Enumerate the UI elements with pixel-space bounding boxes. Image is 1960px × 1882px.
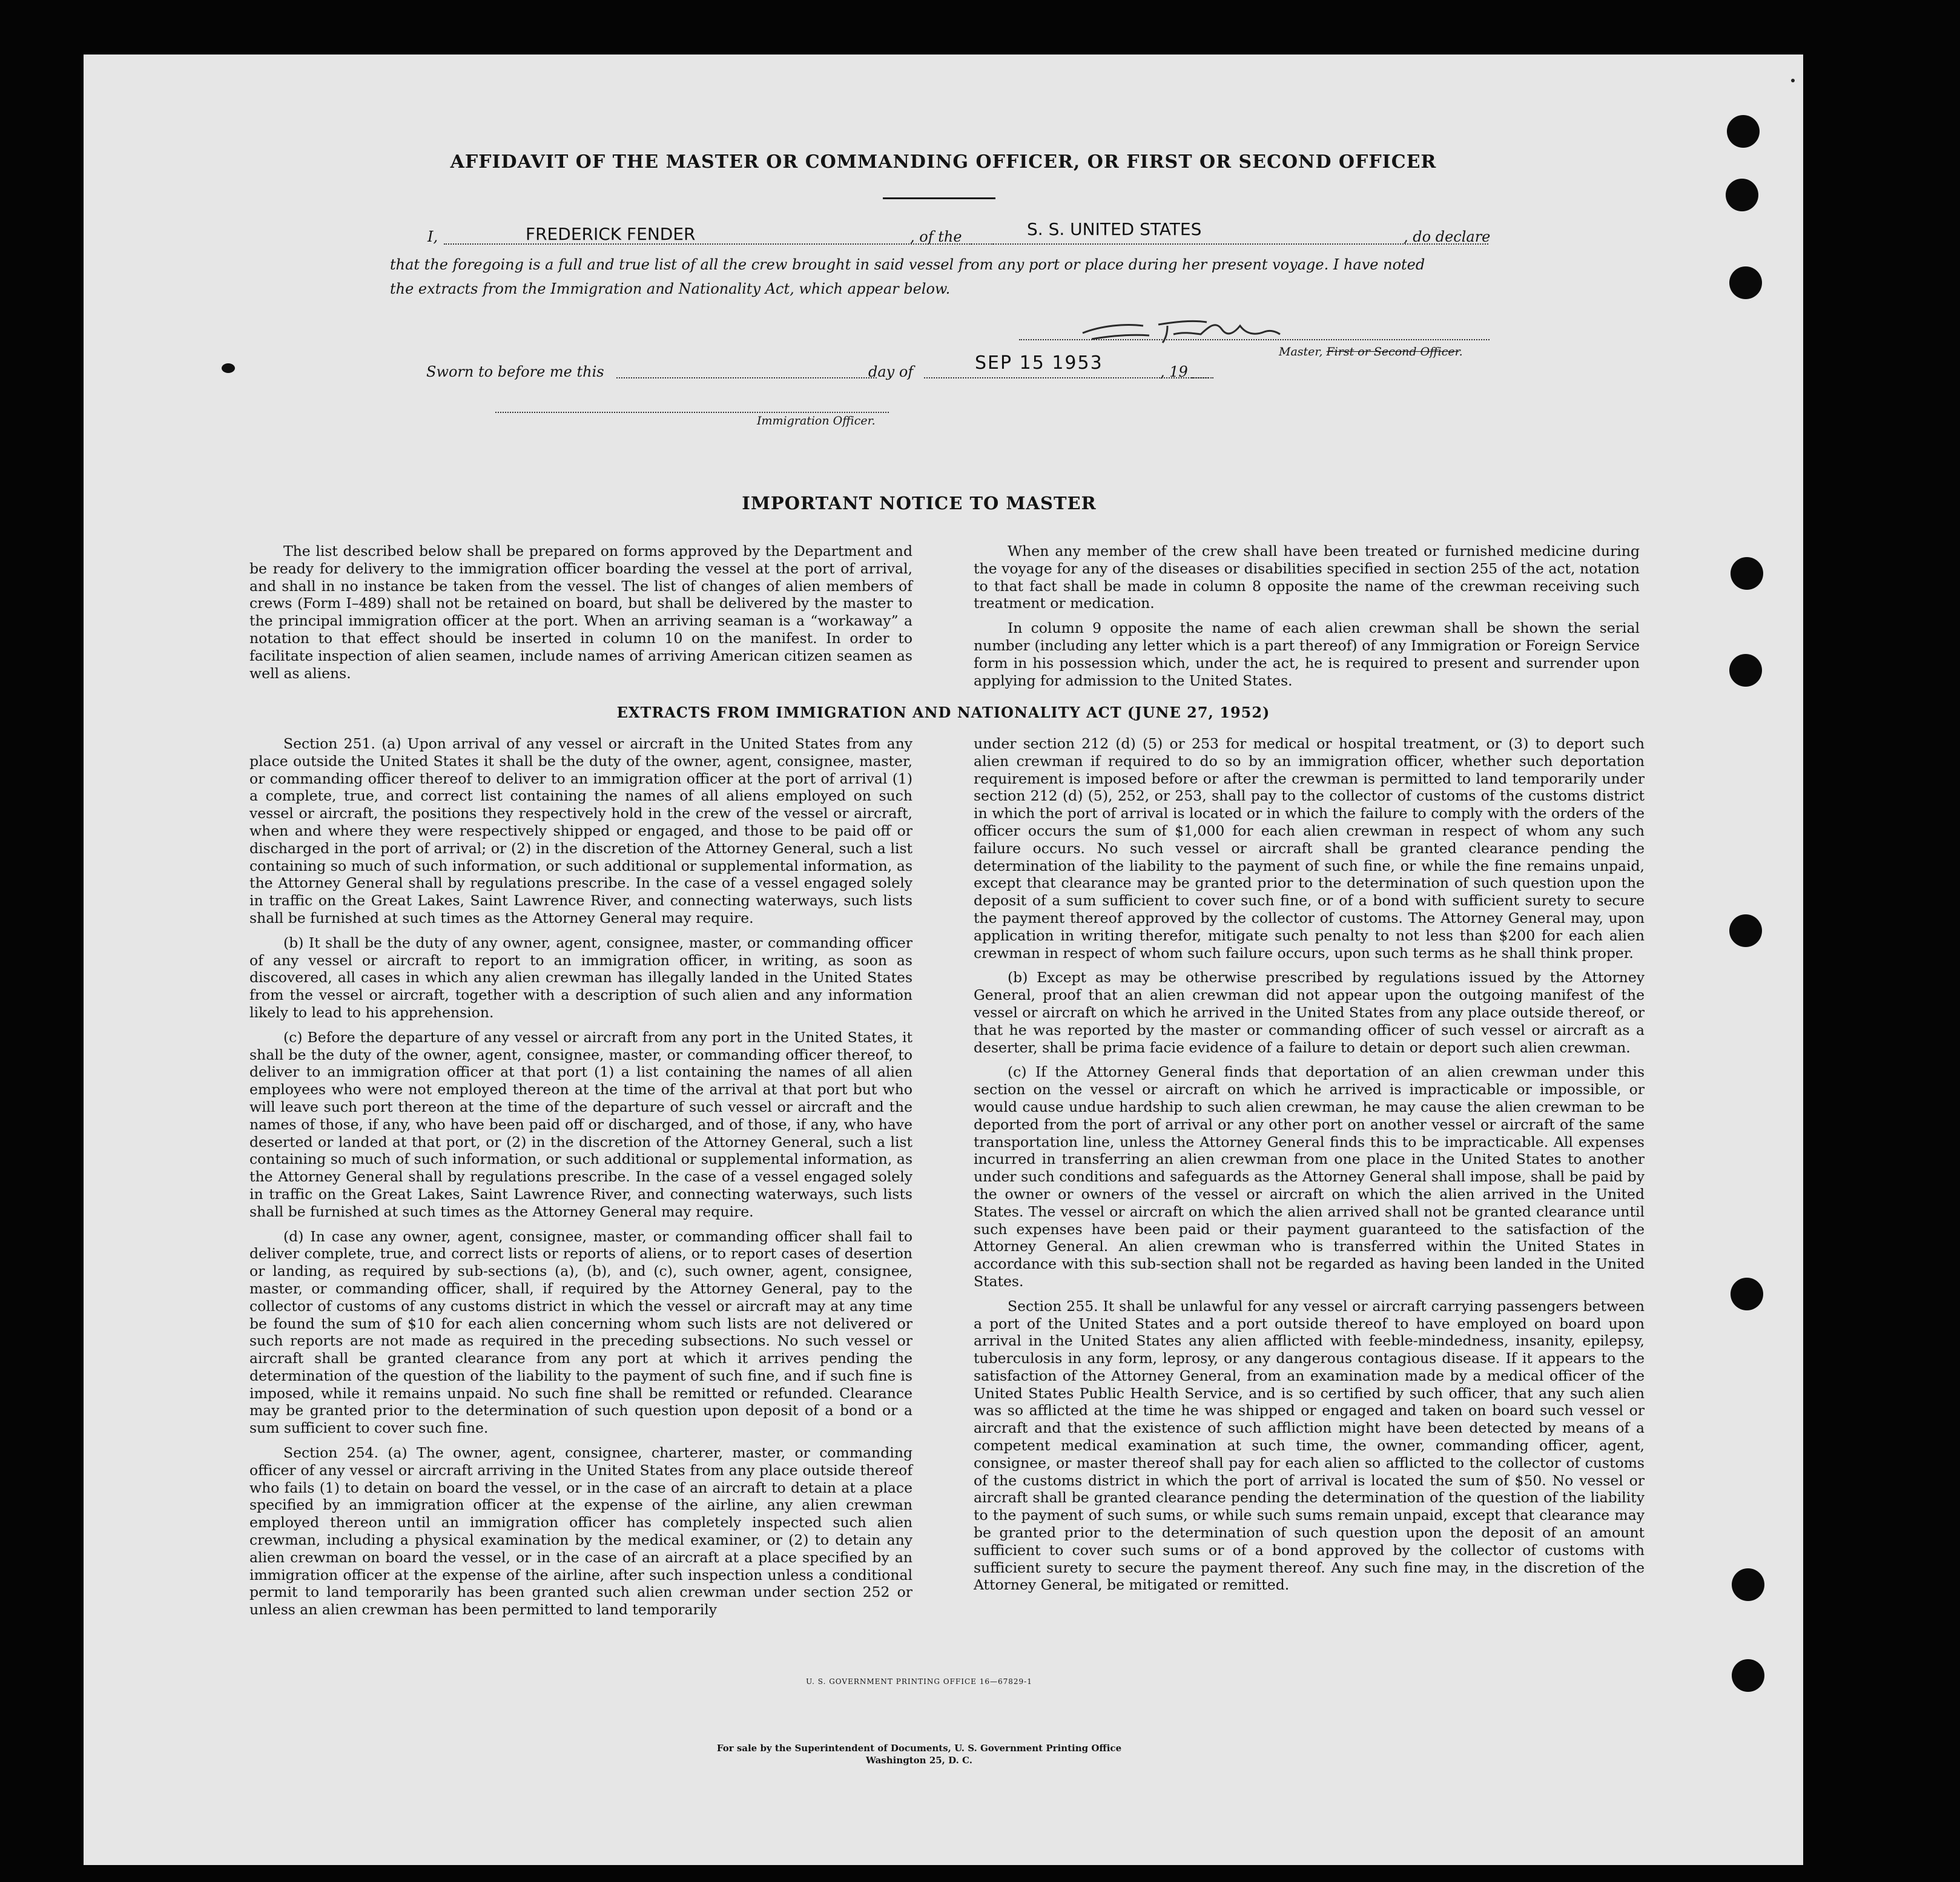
binder-hole [1729,266,1762,299]
binder-hole [1726,179,1758,211]
immigration-officer-caption: Immigration Officer. [757,414,876,428]
caption-master: Master, [1279,345,1323,358]
section-254-b: (b) Except as may be otherwise prescribed by regulations issued by the Attorney General, proof that an alien crewman did not appear upon the outgoing manifest of the vessel or aircraft on which he arrived in the United States from any place outside thereof, or that he was reported by the master or commanding officer of such vessel or aircraft as a deserter, shall be prima facie evidence of a failure to detain or deport such alien crewman. [974,969,1645,1056]
paper-speck [1791,79,1795,82]
document-page [84,54,1803,1865]
year-line [1192,377,1213,378]
extracts-right-column [974,735,1645,1601]
notice-left-column [249,543,912,689]
declarant-name: FREDERICK FENDER [526,224,696,244]
title-divider [883,197,995,199]
section-251-d: (d) In case any owner, agent, consignee, master, or commanding officer shall fail to deliver complete, true, and correct lists or reports of aliens, or to report cases of desertion or landing, as required by sub-sections (a), (b), and (c), such owner, agent, consignee, master, or commanding officer, shall, if required by the Attorney General, pay to the collector of customs of any customs district in which the vessel or aircraft may at any time be found the sum of $10 for each alien concerning whom such lists are not delivered or such reports are not made as required in the preceding subsections. No such vessel or aircraft shall be granted clearance from any port at which it arrives pending the determination of the question of the liability to the payment of such fine, and if such fine is imposed, while it remains unpaid. No such fine shall be remitted or refunded. Clearance may be granted prior to the determination of such question upon deposit of a bond or a sum sufficient to cover such fine. [249,1227,912,1437]
affidavit-title: AFFIDAVIT OF THE MASTER OR COMMANDING OFFICER, OR FIRST OR SECOND OFFICER [450,151,1437,173]
sworn-day-line [616,377,877,378]
notice-right-column [974,543,1640,696]
caption-struck-officer: First or Second Officer [1326,345,1459,358]
section-255: Section 255. It shall be unlawful for any vessel or aircraft carrying passengers between a port of the United States and a port outside thereof to have employed on board upon arrival in the United States any alien afflicted with feeble-mindedness, insanity, epilepsy, tuberculosis in any form, leprosy, or any dangerous contagious disease. If it appears to the satisfaction of the Attorney General, from an examination made by a medical officer of the United States Public Health Service, and is so certified by such officer, that any such alien was so afflicted at the time he was shipped or engaged and taken on board such vessel or aircraft and that the existence of such affliction might have been detected by means of a competent medical examination at such time, the owner, commanding officer, agent, consignee, or master thereof shall pay for each alien so afflicted to the collector of customs of the customs district in which the port of arrival is located the sum of $50. No vessel or aircraft shall be granted clearance pending the determination of the question of the liability to the payment of such sums, or while such sums remain unpaid, except that clearance may be granted prior to the determination of such question upon the deposit of an amount sufficient to cover such sums or of a bond approved by the collector of customs with sufficient surety to secure the payment thereof. Any such fine may, in the discretion of the Attorney General, be mitigated or remitted. [974,1297,1645,1594]
binder-hole [1731,557,1763,590]
binder-hole [1729,914,1762,947]
year-prefix: , 19 [1160,363,1188,380]
binder-hole [1732,1568,1764,1601]
section-251-a: Section 251. (a) Upon arrival of any vessel or aircraft in the United States from any place outside the United States it shall be the duty of the owner, agent, consignee, master, or commanding officer thereof to deliver to an immigration officer at the port of arrival (1) a complete, true, and correct list containing the names of all aliens employed on such vessel or aircraft, the positions they respectively hold in the crew of the vessel or aircraft, when and where they were respectively shipped or engaged, and those to be paid off or discharged in the port of arrival; or (2) in the discretion of the Attorney General, such a list containing so much of such information, or such additional or supplemental information, as the Attorney General shall by regulations prescribe. In the case of a vessel engaged solely in traffic on the Great Lakes, Saint Lawrence River, and connecting waterways, such lists shall be furnished at such times as the Attorney General may require. [249,735,912,926]
notice-left-paragraph: The list described below shall be prepared on forms approved by the Department and be ready for delivery to the immigration officer boarding the vessel at the port of arrival, and shall in no instance be taken from the vessel. The list of changes of alien members of crews (Form I–489) shall not be retained on board, but shall be delivered by the master to the principal immigration officer at the port. When an arriving seaman is a “workaway” a notation to that effect should be inserted in column 10 on the manifest. In order to facilitate inspection of alien seamen, include names of arriving American citizen seamen as well as aliens. [249,543,912,682]
notice-right-paragraph-2: In column 9 opposite the name of each alien crewman shall be shown the serial number (including any letter which is a part thereof) of any Immigration or Foreign Service form in his possession which, under the act, he is required to present and surrender upon applying for admission to the United States. [974,619,1640,689]
section-251-c: (c) Before the departure of any vessel or aircraft from any port in the United States, it shall be the duty of the owner, agent, consignee, master, or commanding officer thereof, to deliver to an immigration officer at that port (1) a list containing the names of all alien employees who were not employed thereon at the time of the arrival at that port but who will leave such port thereon at the time of the departure of such vessel or aircraft and the names of those, if any, who have been paid off or discharged, and of those, if any, who have deserted or landed at that port, or (2) in the discretion of the Attorney General, such a list containing so much of such information, or such additional or supplemental information, as the Attorney General shall by regulations prescribe. In the case of a vessel engaged solely in traffic on the Great Lakes, Saint Lawrence River, and connecting waterways, such lists shall be furnished at such times as the Attorney General may require. [249,1028,912,1220]
section-254-a-continued: under section 212 (d) (5) or 253 for medical or hospital treatment, or (3) to deport such alien crewman if required to do so by an immigration officer, whether such deportation requirement is imposed before or after the crewman is permitted to land temporarily under section 212 (d) (5), 252, or 253, shall pay to the collector of customs of the customs district in which the port of arrival is located or in which the failure to comply with the orders of the officer occurs the sum of $1,000 for each alien crewman in respect of whom any such failure occurs. No such vessel or aircraft shall be granted clearance pending the determination of the liability to the payment of such fine, or while the fine remains unpaid, except that clearance may be granted prior to the determination of such question upon the deposit of a sum sufficient to cover such fine, or of a bond with sufficient surety to secure the payment thereof approved by the collector of customs. The Attorney General may, upon application in writing therefor, mitigate such penalty to not less than $200 for each alien crewman in respect of whom such failure occurs, upon such terms as he shall think proper. [974,735,1645,962]
immigration-officer-line [495,412,889,413]
sworn-date-stamp: SEP 15 1953 [975,352,1103,374]
gpo-print-line: U. S. GOVERNMENT PRINTING OFFICE 16—67829-1 [806,1677,1032,1686]
binder-hole [1732,1659,1764,1692]
declaration-do-declare: , do declare [1404,228,1491,245]
notice-right-paragraph-1: When any member of the crew shall have been treated or furnished medicine during the voyage for any of the diseases or disabilities specified in section 255 of the act, notation to that fact shall be made in column 8 opposite the name of the crewman receiving such treatment or medication. [974,543,1640,612]
declaration-i: I, [427,228,438,245]
sworn-text: Sworn to before me this [426,363,604,380]
binder-hole [1731,1278,1763,1310]
declaration-line-3: the extracts from the Immigration and Nationality Act, which appear below. [390,280,951,297]
master-signature [1077,308,1282,350]
caption-end: . [1459,345,1463,358]
section-254-c: (c) If the Attorney General finds that deportation of an alien crewman under this section on the vessel or aircraft on which he arrived is impracticable or impossible, or would cause undue hardship to such alien crewman, he may cause the alien crewman to be deported from the port of arrival or any other port on another vessel or aircraft of the same transportation line, unless the Attorney General finds this to be impracticable. All expenses incurred in transferring an alien crewman from one place in the United States to another under such conditions and safeguards as the Attorney General shall impose, shall be paid by the owner or owners of the vessel or aircraft on which the alien arrived in the United States. The vessel or aircraft on which the alien arrived shall not be granted clearance until such expenses have been paid or their payment guaranteed to the satisfaction of the Attorney General. An alien crewman who is transferred within the United States in accordance with this sub-section shall not be regarded as having been landed in the United States. [974,1063,1645,1290]
notice-title: IMPORTANT NOTICE TO MASTER [742,493,1097,513]
extracts-left-column [249,735,912,1626]
vessel-name: S. S. UNITED STATES [1027,219,1202,239]
sale-line-1: For sale by the Superintendent of Documents, U. S. Government Printing Office [716,1743,1122,1754]
extracts-title: EXTRACTS FROM IMMIGRATION AND NATIONALITY ACT (JUNE 27, 1952) [616,704,1270,721]
binder-hole [1727,115,1760,148]
section-254-a: Section 254. (a) The owner, agent, consignee, charterer, master, or commanding officer of any vessel or aircraft arriving in the United States from any place outside thereof who fails (1) to detain on board the vessel, or in the case of an aircraft to detain at a place specified by an immigration officer at the expense of the airline, any alien crewman employed thereon until an immigration officer has completely inspected such alien crewman, including a physical examination by the medical examiner, or (2) to detain any alien crewman on board the vessel, or in the case of an aircraft at a place specified by an immigration officer at the expense of the airline, after such inspection unless a conditional permit to land temporarily has been granted such alien crewman under section 252 or unless an alien crewman has been permitted to land temporarily [249,1444,912,1619]
signature-caption [1279,345,1463,358]
declaration-of-the: , of the [910,228,962,245]
section-251-b: (b) It shall be the duty of any owner, agent, consignee, master, or commanding officer of any vessel or aircraft to report to an immigration officer, in writing, as soon as discovered, all cases in which any alien crewman has illegally landed in the United States from the vessel or aircraft, together with a description of such alien and any information likely to lead to his apprehension. [249,934,912,1021]
declaration-line-2: that the foregoing is a full and true list of all the crew brought in said vessel from any port or place during her present voyage. I have noted [390,256,1425,273]
day-of-text: day of [868,363,914,380]
paper-speck [222,363,235,373]
binder-hole [1729,654,1762,687]
sale-line-2: Washington 25, D. C. [866,1755,972,1766]
